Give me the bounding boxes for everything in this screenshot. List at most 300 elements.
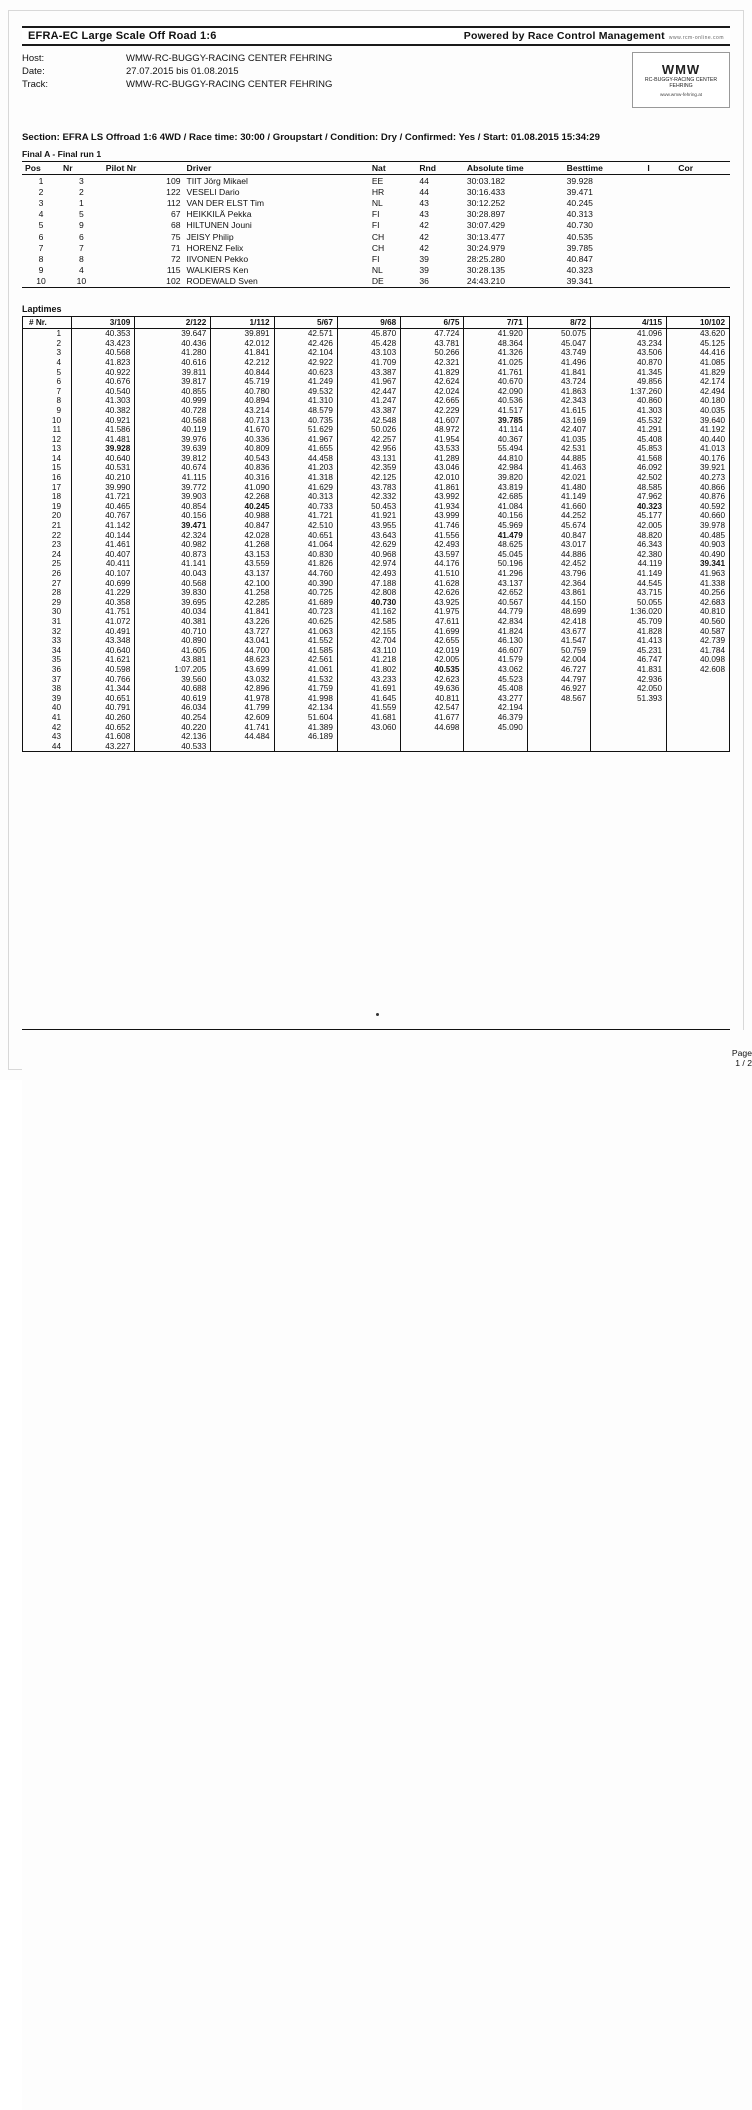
lap-time: 46.189 xyxy=(274,732,337,742)
lap-time: 44.545 xyxy=(591,578,667,588)
cell-i xyxy=(644,231,675,242)
lap-time: 45.408 xyxy=(464,684,527,694)
lap-time: 46.607 xyxy=(464,645,527,655)
lap-time: 40.176 xyxy=(667,454,729,464)
lap-time: 42.502 xyxy=(591,473,667,483)
table-row xyxy=(23,386,729,396)
cell-pilot: 71 xyxy=(170,242,181,253)
results-body xyxy=(22,175,730,287)
lap-time: 50.759 xyxy=(527,645,590,655)
lap-time: 46.034 xyxy=(135,703,211,713)
lap-time: 39.341 xyxy=(667,559,729,569)
lap-time: 43.234 xyxy=(591,338,667,348)
lap-time: 41.681 xyxy=(337,713,400,723)
lap-time: 41.605 xyxy=(135,645,211,655)
event-title: EFRA-EC Large Scale Off Road 1:6 xyxy=(28,30,217,42)
lap-time: 40.809 xyxy=(211,444,274,454)
cell-nat: FI xyxy=(371,209,380,220)
cell-best: 39.471 xyxy=(566,186,593,197)
table-row xyxy=(23,703,729,713)
lap-time: 40.651 xyxy=(274,530,337,540)
cell-i xyxy=(644,253,675,264)
cell-pos: 6 xyxy=(38,231,44,242)
lap-time: 40.592 xyxy=(667,502,729,512)
lap-time: 45.047 xyxy=(527,338,590,348)
results-table xyxy=(22,162,730,287)
lap-time: 41.824 xyxy=(464,626,527,636)
lap-time: 41.861 xyxy=(401,482,464,492)
cell-cor xyxy=(675,186,730,197)
lap-time: 40.676 xyxy=(72,377,135,387)
lap-time: 42.626 xyxy=(401,588,464,598)
final-run-label: Final A - Final run 1 xyxy=(22,149,102,159)
lap-time: 40.674 xyxy=(135,463,211,473)
lap-time: 45.719 xyxy=(211,377,274,387)
table-row xyxy=(23,521,729,531)
lap-time: 41.229 xyxy=(72,588,135,598)
lap-time: 49.636 xyxy=(401,684,464,694)
event-title-bar xyxy=(22,26,730,46)
lap-time: 40.844 xyxy=(211,367,274,377)
lap-time: 45.408 xyxy=(591,434,667,444)
lap-time: 41.975 xyxy=(401,607,464,617)
table-row xyxy=(23,655,729,665)
cell-nat: DE xyxy=(371,276,384,287)
results-table-wrap xyxy=(22,161,730,288)
table-row xyxy=(22,231,730,242)
lap-time: 40.144 xyxy=(72,530,135,540)
col-rnd: Rnd xyxy=(416,162,464,175)
lap-time: 51.629 xyxy=(274,425,337,435)
cell-pilot: 102 xyxy=(166,276,181,287)
lap-time: 40.490 xyxy=(667,550,729,560)
table-row xyxy=(23,665,729,675)
lap-time: 40.034 xyxy=(135,607,211,617)
lap-number: 36 xyxy=(51,664,61,674)
cell-pos: 2 xyxy=(38,186,44,197)
lap-time: 43.423 xyxy=(72,338,135,348)
cell-pos: 8 xyxy=(38,253,44,264)
club-logo xyxy=(632,52,730,108)
lap-time: 41.579 xyxy=(464,655,527,665)
lap-time: 41.841 xyxy=(211,607,274,617)
lap-number: 3 xyxy=(56,348,61,358)
lap-time: 41.480 xyxy=(527,482,590,492)
cell-pilot: 68 xyxy=(170,220,181,231)
lap-time: 40.854 xyxy=(135,502,211,512)
lap-time: 42.285 xyxy=(211,598,274,608)
cell-i xyxy=(644,242,675,253)
lap-time: 40.358 xyxy=(72,598,135,608)
lap-time: 40.273 xyxy=(667,473,729,483)
cell-nat: NL xyxy=(371,265,383,276)
host-row xyxy=(22,52,332,65)
lap-time: 41.556 xyxy=(401,530,464,540)
cell-driver: WALKIERS Ken xyxy=(186,265,249,276)
lap-time: 40.710 xyxy=(135,626,211,636)
lap-time: 40.894 xyxy=(211,396,274,406)
cell-driver: VESELI Dario xyxy=(186,186,240,197)
lap-number: 11 xyxy=(52,425,61,435)
cell-pilot: 67 xyxy=(170,209,181,220)
cell-cor xyxy=(675,231,730,242)
lap-time: 41.586 xyxy=(72,425,135,435)
cell-abs: 30:12.252 xyxy=(466,197,506,208)
lap-col-10: 10/102 xyxy=(667,317,729,329)
lap-time: 46.927 xyxy=(527,684,590,694)
cell-best: 40.245 xyxy=(566,197,593,208)
cell-abs: 24:43.210 xyxy=(466,276,506,287)
lap-time: 51.604 xyxy=(274,713,337,723)
lap-time xyxy=(527,703,590,713)
lap-time: 43.749 xyxy=(527,348,590,358)
lap-time: 40.866 xyxy=(667,482,729,492)
lap-time: 41.149 xyxy=(527,492,590,502)
lap-time: 40.567 xyxy=(464,598,527,608)
lap-time: 41.547 xyxy=(527,636,590,646)
lap-time xyxy=(667,741,729,751)
lap-time: 42.125 xyxy=(337,473,400,483)
lap-time: 44.252 xyxy=(527,511,590,521)
lap-time: 48.585 xyxy=(591,482,667,492)
lap-time: 41.828 xyxy=(591,626,667,636)
lap-time: 40.847 xyxy=(211,521,274,531)
lap-time: 41.326 xyxy=(464,348,527,358)
lap-time: 43.137 xyxy=(211,569,274,579)
cell-i xyxy=(644,197,675,208)
lap-time: 40.810 xyxy=(667,607,729,617)
lap-time: 41.741 xyxy=(211,722,274,732)
lap-time: 41.258 xyxy=(211,588,274,598)
col-nr: Nr xyxy=(60,162,103,175)
lap-time: 44.176 xyxy=(401,559,464,569)
lap-time: 46.343 xyxy=(591,540,667,550)
lap-time: 41.689 xyxy=(274,598,337,608)
lap-number: 24 xyxy=(51,549,61,559)
lap-time: 40.353 xyxy=(72,328,135,338)
table-row xyxy=(23,348,729,358)
lap-time: 45.523 xyxy=(464,674,527,684)
table-row xyxy=(23,598,729,608)
cell-nr: 9 xyxy=(78,220,84,231)
lap-time: 42.608 xyxy=(667,665,729,675)
cell-cor xyxy=(675,276,730,287)
table-row xyxy=(23,328,729,338)
cell-best: 40.313 xyxy=(566,209,593,220)
cell-pilot: 115 xyxy=(166,265,181,276)
lap-time: 40.616 xyxy=(135,358,211,368)
lap-time: 42.629 xyxy=(337,540,400,550)
cell-i xyxy=(644,175,675,187)
col-absolutetime: Absolute time xyxy=(464,162,564,175)
lap-time: 42.834 xyxy=(464,617,527,627)
table-row xyxy=(23,406,729,416)
lap-time: 1:37.260 xyxy=(591,386,667,396)
lap-time: 44.700 xyxy=(211,645,274,655)
cell-nat: FI xyxy=(371,220,380,231)
lap-time: 40.791 xyxy=(72,703,135,713)
lap-number: 37 xyxy=(51,674,61,684)
cell-pos: 7 xyxy=(38,242,44,253)
lap-time: 42.050 xyxy=(591,684,667,694)
lap-time: 43.387 xyxy=(337,367,400,377)
lap-time: 41.532 xyxy=(274,674,337,684)
lap-time: 1:36.020 xyxy=(591,607,667,617)
cell-pos: 9 xyxy=(38,265,44,276)
lap-time: 40.870 xyxy=(591,358,667,368)
lap-time: 39.772 xyxy=(135,482,211,492)
lap-time: 41.090 xyxy=(211,482,274,492)
footer-page xyxy=(22,1030,752,2110)
lap-time: 50.266 xyxy=(401,348,464,358)
lap-time: 45.231 xyxy=(591,645,667,655)
lap-time: 41.025 xyxy=(464,358,527,368)
lap-time: 43.881 xyxy=(135,655,211,665)
cell-rnd: 39 xyxy=(419,265,429,276)
cell-abs: 30:28.897 xyxy=(466,209,506,220)
lap-time: 42.321 xyxy=(401,358,464,368)
table-row xyxy=(23,645,729,655)
cell-nat: EE xyxy=(371,175,384,186)
lap-time: 42.585 xyxy=(337,617,400,627)
lap-time: 42.174 xyxy=(667,377,729,387)
lap-time: 46.130 xyxy=(464,636,527,646)
laptimes-table-wrap xyxy=(22,316,730,752)
lap-time: 41.691 xyxy=(337,684,400,694)
date-value: 27.07.2015 bis 01.08.2015 xyxy=(126,66,239,77)
cell-best: 40.535 xyxy=(566,231,593,242)
cell-nr: 5 xyxy=(78,209,84,220)
col-besttime: Besttime xyxy=(564,162,645,175)
cell-pilot: 122 xyxy=(166,186,181,197)
lap-time: 41.481 xyxy=(72,434,135,444)
lap-time: 40.220 xyxy=(135,722,211,732)
lap-time: 40.811 xyxy=(401,693,464,703)
cell-rnd: 42 xyxy=(419,231,429,242)
lap-time: 43.559 xyxy=(211,559,274,569)
lap-col-5: 9/68 xyxy=(337,317,400,329)
lap-time: 41.761 xyxy=(464,367,527,377)
cell-abs: 28:25.280 xyxy=(466,253,506,264)
host-label: Host: xyxy=(22,53,45,64)
cell-best: 40.730 xyxy=(566,220,593,231)
lap-time: 48.820 xyxy=(591,530,667,540)
lap-time: 41.247 xyxy=(337,396,400,406)
logo-subtitle: RC-BUGGY-RACING CENTER FEHRING xyxy=(644,76,718,89)
lap-time: 44.150 xyxy=(527,598,590,608)
lap-time: 41.802 xyxy=(337,665,400,675)
lap-time: 40.921 xyxy=(72,415,135,425)
cell-nr: 3 xyxy=(78,175,84,186)
table-row xyxy=(23,473,729,483)
lap-time: 44.484 xyxy=(211,732,274,742)
lap-number: 4 xyxy=(56,357,61,367)
lap-time: 40.725 xyxy=(274,588,337,598)
track-value: WMW-RC-BUGGY-RACING CENTER FEHRING xyxy=(126,79,333,90)
table-row xyxy=(22,197,730,208)
cell-driver: TIIT Jörg Mikael xyxy=(186,175,248,186)
lap-time: 40.855 xyxy=(135,386,211,396)
lap-time: 40.043 xyxy=(135,569,211,579)
lap-number: 9 xyxy=(56,405,61,415)
lap-time xyxy=(274,741,337,751)
lap-time: 40.735 xyxy=(274,415,337,425)
lap-time: 40.316 xyxy=(211,473,274,483)
lap-time: 43.137 xyxy=(464,578,527,588)
lap-time: 40.699 xyxy=(72,578,135,588)
table-row xyxy=(22,209,730,220)
table-row xyxy=(23,578,729,588)
lap-time: 41.192 xyxy=(667,425,729,435)
cell-best: 39.785 xyxy=(566,242,593,253)
lap-time xyxy=(591,713,667,723)
lap-time: 40.728 xyxy=(135,406,211,416)
lap-time: 41.831 xyxy=(591,665,667,675)
cell-nr: 7 xyxy=(78,242,84,253)
lap-time: 43.925 xyxy=(401,598,464,608)
table-row xyxy=(22,242,730,253)
cell-rnd: 44 xyxy=(419,175,429,186)
lap-time: 39.639 xyxy=(135,444,211,454)
lap-time: 43.819 xyxy=(464,482,527,492)
table-row xyxy=(23,482,729,492)
lap-time: 41.677 xyxy=(401,713,464,723)
lap-time: 48.625 xyxy=(464,540,527,550)
lap-time: 39.640 xyxy=(667,415,729,425)
lap-time: 40.640 xyxy=(72,645,135,655)
lap-time: 43.233 xyxy=(337,674,400,684)
table-row xyxy=(23,463,729,473)
lap-time: 41.064 xyxy=(274,540,337,550)
lap-time: 41.934 xyxy=(401,502,464,512)
lap-time: 40.156 xyxy=(464,511,527,521)
col-nat: Nat xyxy=(369,162,417,175)
lap-time: 46.092 xyxy=(591,463,667,473)
lap-time: 43.727 xyxy=(211,626,274,636)
lap-time: 41.920 xyxy=(464,328,527,338)
lap-time: 41.096 xyxy=(591,328,667,338)
lap-number: 10 xyxy=(51,415,61,425)
cell-pos: 1 xyxy=(38,175,44,186)
lap-time: 40.873 xyxy=(135,550,211,560)
lap-col-2: 2/122 xyxy=(135,317,211,329)
lap-time: 41.296 xyxy=(464,569,527,579)
lap-time: 41.608 xyxy=(72,732,135,742)
lap-time: 40.254 xyxy=(135,713,211,723)
lap-time: 42.704 xyxy=(337,636,400,646)
lap-time: 42.493 xyxy=(337,569,400,579)
lap-time: 40.367 xyxy=(464,434,527,444)
lap-time: 50.453 xyxy=(337,502,400,512)
lap-time: 41.954 xyxy=(401,434,464,444)
lap-time: 40.598 xyxy=(72,665,135,675)
lap-time: 40.035 xyxy=(667,406,729,416)
table-row xyxy=(22,276,730,287)
laptimes-table xyxy=(23,317,729,751)
lap-time: 43.041 xyxy=(211,636,274,646)
lap-col-1: 3/109 xyxy=(72,317,135,329)
lap-time: 39.471 xyxy=(135,521,211,531)
cell-cor xyxy=(675,265,730,276)
lap-time: 41.963 xyxy=(667,569,729,579)
cell-rnd: 36 xyxy=(419,276,429,287)
lap-time: 42.956 xyxy=(337,444,400,454)
cell-cor xyxy=(675,242,730,253)
lap-time: 41.115 xyxy=(135,473,211,483)
lap-time: 39.928 xyxy=(72,444,135,454)
lap-col-4: 5/67 xyxy=(274,317,337,329)
lap-time: 48.567 xyxy=(527,693,590,703)
lap-time: 40.988 xyxy=(211,511,274,521)
table-row xyxy=(23,741,729,751)
cell-best: 40.847 xyxy=(566,253,593,264)
page-value: 1 / 2 xyxy=(735,1058,752,1068)
lap-time: 41.289 xyxy=(401,454,464,464)
lap-time: 40.323 xyxy=(591,502,667,512)
lap-time xyxy=(667,732,729,742)
lap-time xyxy=(527,722,590,732)
lap-time: 43.783 xyxy=(337,482,400,492)
lap-number: 1 xyxy=(56,329,61,339)
lap-time: 41.338 xyxy=(667,578,729,588)
cell-pos: 5 xyxy=(38,220,44,231)
lap-time: 43.620 xyxy=(667,328,729,338)
table-row xyxy=(23,722,729,732)
lap-time xyxy=(667,674,729,684)
cell-rnd: 43 xyxy=(419,197,429,208)
lap-time: 43.724 xyxy=(527,377,590,387)
lap-time: 40.847 xyxy=(527,530,590,540)
lap-time: 39.695 xyxy=(135,598,211,608)
lap-time: 41.746 xyxy=(401,521,464,531)
lap-time: 41.072 xyxy=(72,617,135,627)
lap-time: 44.698 xyxy=(401,722,464,732)
lap-time: 40.652 xyxy=(72,722,135,732)
lap-time: 43.153 xyxy=(211,550,274,560)
lap-time: 44.760 xyxy=(274,569,337,579)
cell-nr: 4 xyxy=(78,265,84,276)
lap-time xyxy=(667,703,729,713)
table-row xyxy=(23,530,729,540)
lap-time: 45.090 xyxy=(464,722,527,732)
lap-number: 42 xyxy=(51,722,61,732)
table-row xyxy=(23,444,729,454)
lap-number: 7 xyxy=(56,386,61,396)
lap-time: 42.407 xyxy=(527,425,590,435)
lap-time: 41.670 xyxy=(211,425,274,435)
lap-time: 44.458 xyxy=(274,454,337,464)
logo-title: WMW xyxy=(661,61,701,77)
lap-number: 44 xyxy=(51,741,61,751)
lap-time: 42.984 xyxy=(464,463,527,473)
lap-time: 42.010 xyxy=(401,473,464,483)
lap-time: 43.387 xyxy=(337,406,400,416)
lap-time: 41.461 xyxy=(72,540,135,550)
cell-cor xyxy=(675,220,730,231)
lap-time: 39.820 xyxy=(464,473,527,483)
lap-time: 40.730 xyxy=(337,598,400,608)
lap-time: 40.336 xyxy=(211,434,274,444)
lap-time: 43.348 xyxy=(72,636,135,646)
lap-time: 40.540 xyxy=(72,386,135,396)
lap-time: 39.978 xyxy=(667,521,729,531)
lap-time: 43.277 xyxy=(464,693,527,703)
laptimes-title: Laptimes xyxy=(22,303,62,314)
lap-time: 50.055 xyxy=(591,598,667,608)
lap-time: 42.212 xyxy=(211,358,274,368)
table-row xyxy=(23,732,729,742)
results-head xyxy=(22,162,730,175)
